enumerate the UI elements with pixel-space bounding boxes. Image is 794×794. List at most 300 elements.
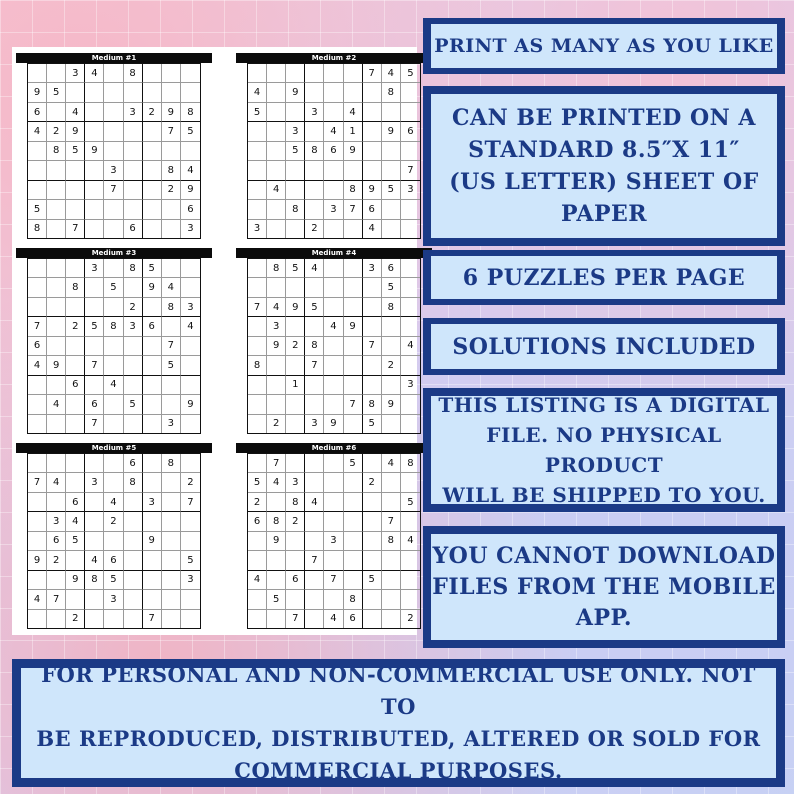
sudoku-cell: 7 [85, 415, 104, 433]
sudoku-cell [143, 220, 162, 238]
sudoku-cell [248, 200, 267, 219]
sudoku-cell: 7 [267, 454, 286, 473]
sudoku-cell [324, 376, 343, 395]
sudoku-cell [401, 278, 420, 297]
sudoku-cell [143, 454, 162, 473]
sudoku-cell: 7 [248, 298, 267, 317]
sudoku-cell [267, 376, 286, 395]
sudoku-cell [85, 181, 104, 200]
sudoku-cell [267, 551, 286, 570]
sudoku-cell: 2 [66, 610, 85, 628]
sudoku-cell [382, 493, 401, 512]
sudoku-cell [28, 454, 47, 473]
sudoku-cell [324, 454, 343, 473]
sudoku-cell: 3 [47, 512, 66, 531]
sudoku-cell [401, 395, 420, 414]
sudoku-cell [47, 376, 66, 395]
sudoku-cell [363, 161, 382, 180]
sudoku-cell [382, 376, 401, 395]
sudoku-cell [85, 454, 104, 473]
sudoku-cell [143, 298, 162, 317]
sudoku-cell: 6 [401, 122, 420, 141]
sudoku-cell [85, 337, 104, 356]
sudoku-cell: 4 [267, 181, 286, 200]
sudoku-cell [124, 512, 143, 531]
sudoku-cell: 5 [344, 454, 363, 473]
sudoku-cell [66, 551, 85, 570]
sudoku-cell [162, 317, 181, 336]
sudoku-cell: 7 [28, 473, 47, 492]
sudoku-cell [286, 220, 305, 238]
sudoku-cell: 8 [267, 512, 286, 531]
digital-file-line: FILE. NO PHYSICAL PRODUCT [486, 423, 722, 477]
sudoku-cell [248, 278, 267, 297]
sudoku-cell [162, 551, 181, 570]
sudoku-cell [181, 532, 200, 551]
sudoku-cell [66, 415, 85, 433]
sudoku-cell [324, 259, 343, 278]
sudoku-cell [162, 571, 181, 590]
sudoku-cell [47, 220, 66, 238]
mobile-app-line: FILES FROM THE MOBILE [432, 573, 776, 600]
sudoku-cell [286, 415, 305, 433]
sudoku-cell [248, 395, 267, 414]
sudoku-cell: 3 [305, 415, 324, 433]
sudoku-cell: 4 [66, 512, 85, 531]
sudoku-cell [248, 122, 267, 141]
license-line: BE REPRODUCED, DISTRIBUTED, ALTERED OR SOLD FOR [36, 726, 761, 751]
license-banner [12, 659, 785, 787]
sudoku-cell: 5 [382, 278, 401, 297]
sudoku-cell [267, 103, 286, 122]
sudoku-cell [401, 259, 420, 278]
sudoku-cell [344, 298, 363, 317]
sudoku-grid [27, 258, 201, 434]
sudoku-puzzle [16, 53, 212, 239]
sudoku-cell [344, 83, 363, 102]
sudoku-cell: 8 [85, 571, 104, 590]
sudoku-cell [181, 610, 200, 628]
sudoku-cell [28, 278, 47, 297]
sudoku-cell: 9 [28, 551, 47, 570]
sudoku-cell: 8 [28, 220, 47, 238]
sudoku-cell [286, 64, 305, 83]
sudoku-cell [124, 337, 143, 356]
sudoku-cell: 9 [162, 103, 181, 122]
sudoku-cell [363, 142, 382, 161]
puzzle-title: Medium #5 [16, 443, 212, 453]
sudoku-cell [47, 493, 66, 512]
sudoku-cell: 4 [28, 356, 47, 375]
sudoku-cell [363, 356, 382, 375]
sudoku-cell: 9 [66, 571, 85, 590]
sudoku-cell: 5 [66, 532, 85, 551]
puzzles-per-page-text: 6 PUZZLES PER PAGE [462, 264, 746, 291]
sudoku-cell [28, 142, 47, 161]
sudoku-cell: 4 [85, 64, 104, 83]
puzzle-page-preview [12, 47, 417, 635]
sudoku-cell [124, 610, 143, 628]
sudoku-cell: 8 [401, 454, 420, 473]
sudoku-cell: 2 [162, 181, 181, 200]
sudoku-cell: 4 [181, 161, 200, 180]
sudoku-cell: 9 [344, 142, 363, 161]
sudoku-cell [248, 259, 267, 278]
sudoku-cell: 2 [363, 473, 382, 492]
sudoku-cell [124, 571, 143, 590]
sudoku-cell [344, 532, 363, 551]
sudoku-cell: 8 [162, 454, 181, 473]
sudoku-cell: 5 [47, 83, 66, 102]
sudoku-cell: 2 [47, 122, 66, 141]
sudoku-cell: 4 [382, 454, 401, 473]
sudoku-cell: 5 [248, 473, 267, 492]
sudoku-cell: 4 [28, 122, 47, 141]
sudoku-cell [28, 571, 47, 590]
sudoku-cell: 6 [143, 317, 162, 336]
sudoku-cell [124, 376, 143, 395]
sudoku-cell [104, 122, 123, 141]
sudoku-cell [28, 259, 47, 278]
sudoku-cell: 4 [382, 64, 401, 83]
sudoku-cell [28, 161, 47, 180]
sudoku-cell: 7 [382, 512, 401, 531]
sudoku-cell: 9 [28, 83, 47, 102]
sudoku-cell: 9 [286, 83, 305, 102]
sudoku-cell [324, 103, 343, 122]
sudoku-cell [324, 298, 343, 317]
sudoku-cell [267, 142, 286, 161]
sudoku-cell: 7 [162, 122, 181, 141]
sudoku-cell [162, 83, 181, 102]
sudoku-cell [344, 571, 363, 590]
sudoku-cell [143, 337, 162, 356]
sudoku-cell [344, 337, 363, 356]
sudoku-cell: 2 [305, 220, 324, 238]
sudoku-cell [47, 337, 66, 356]
sudoku-cell [181, 337, 200, 356]
sudoku-cell: 5 [286, 259, 305, 278]
sudoku-cell [47, 610, 66, 628]
sudoku-cell: 3 [143, 493, 162, 512]
sudoku-cell: 6 [124, 220, 143, 238]
sudoku-cell: 5 [124, 395, 143, 414]
sudoku-cell: 8 [286, 200, 305, 219]
sudoku-puzzle [16, 248, 212, 434]
sudoku-cell [324, 220, 343, 238]
sudoku-cell: 4 [248, 83, 267, 102]
sudoku-cell [305, 122, 324, 141]
sudoku-cell [401, 512, 420, 531]
puzzles-per-page-banner [423, 250, 785, 305]
sudoku-cell: 6 [85, 395, 104, 414]
sudoku-cell [363, 454, 382, 473]
sudoku-cell: 8 [344, 590, 363, 609]
sudoku-cell [124, 590, 143, 609]
sudoku-cell [28, 395, 47, 414]
digital-file-line: WILL BE SHIPPED TO YOU. [442, 483, 766, 507]
sudoku-cell [66, 337, 85, 356]
sudoku-cell [143, 551, 162, 570]
sudoku-cell [248, 161, 267, 180]
sudoku-cell: 9 [344, 317, 363, 336]
sudoku-cell: 4 [324, 317, 343, 336]
sudoku-cell: 7 [162, 337, 181, 356]
sudoku-cell [267, 122, 286, 141]
sudoku-cell [28, 298, 47, 317]
sudoku-cell: 7 [363, 64, 382, 83]
sudoku-cell [401, 83, 420, 102]
sudoku-cell [104, 610, 123, 628]
sudoku-cell: 8 [382, 298, 401, 317]
sudoku-cell: 4 [104, 493, 123, 512]
sudoku-cell [363, 590, 382, 609]
sudoku-cell: 8 [47, 142, 66, 161]
sudoku-cell [124, 532, 143, 551]
sudoku-cell: 6 [28, 337, 47, 356]
sudoku-cell [181, 142, 200, 161]
sudoku-cell [143, 395, 162, 414]
sudoku-cell: 5 [66, 142, 85, 161]
sudoku-cell [85, 376, 104, 395]
sudoku-cell: 4 [85, 551, 104, 570]
sudoku-cell [47, 317, 66, 336]
sudoku-cell: 2 [267, 415, 286, 433]
sudoku-cell [344, 220, 363, 238]
sudoku-cell [267, 356, 286, 375]
sudoku-cell [344, 415, 363, 433]
sudoku-cell: 2 [143, 103, 162, 122]
sudoku-cell: 5 [305, 298, 324, 317]
mobile-app-line: YOU CANNOT DOWNLOAD [432, 542, 776, 569]
sudoku-cell: 8 [305, 337, 324, 356]
sudoku-cell: 8 [248, 356, 267, 375]
sudoku-cell [267, 610, 286, 628]
sudoku-cell: 7 [324, 571, 343, 590]
sudoku-cell: 5 [181, 551, 200, 570]
sudoku-cell [286, 103, 305, 122]
sudoku-cell [324, 473, 343, 492]
sudoku-cell: 9 [267, 532, 286, 551]
sudoku-cell [143, 473, 162, 492]
sudoku-cell [85, 610, 104, 628]
sudoku-cell [267, 200, 286, 219]
sudoku-cell [401, 142, 420, 161]
license-line: COMMERCIAL PURPOSES. [234, 758, 563, 783]
sudoku-cell [401, 298, 420, 317]
sudoku-cell [344, 161, 363, 180]
sudoku-cell: 6 [124, 454, 143, 473]
sudoku-cell [124, 122, 143, 141]
sudoku-cell: 4 [104, 376, 123, 395]
sudoku-cell: 5 [267, 590, 286, 609]
sudoku-cell [382, 317, 401, 336]
sudoku-puzzle [236, 53, 432, 239]
sudoku-cell [305, 610, 324, 628]
sudoku-cell [85, 161, 104, 180]
sudoku-cell [28, 512, 47, 531]
sudoku-cell: 3 [124, 317, 143, 336]
sudoku-cell: 9 [267, 337, 286, 356]
sudoku-cell: 4 [162, 278, 181, 297]
sudoku-cell: 6 [104, 551, 123, 570]
sudoku-cell [162, 200, 181, 219]
sudoku-cell: 6 [286, 571, 305, 590]
sudoku-cell [85, 122, 104, 141]
sudoku-cell: 7 [66, 220, 85, 238]
sudoku-cell: 8 [344, 181, 363, 200]
sudoku-cell [401, 103, 420, 122]
sudoku-cell [104, 83, 123, 102]
sudoku-cell [143, 200, 162, 219]
sudoku-cell: 5 [28, 200, 47, 219]
sudoku-cell [143, 181, 162, 200]
sudoku-cell [104, 395, 123, 414]
sudoku-cell: 9 [181, 395, 200, 414]
sudoku-cell [143, 590, 162, 609]
sudoku-cell: 3 [267, 317, 286, 336]
sudoku-cell: 3 [85, 473, 104, 492]
sudoku-cell: 3 [187, 223, 194, 235]
sudoku-cell: 9 [324, 415, 343, 433]
sudoku-cell [382, 103, 401, 122]
sudoku-cell [305, 532, 324, 551]
sudoku-cell: 4 [267, 473, 286, 492]
sudoku-cell: 7 [344, 200, 363, 219]
sudoku-cell: 6 [382, 259, 401, 278]
sudoku-cell: 2 [104, 512, 123, 531]
print-unlimited-banner [423, 18, 785, 74]
sudoku-cell: 9 [143, 532, 162, 551]
sudoku-cell [248, 317, 267, 336]
sudoku-cell [181, 512, 200, 531]
sudoku-cell [286, 356, 305, 375]
sudoku-cell [401, 317, 420, 336]
sudoku-cell [248, 337, 267, 356]
sudoku-cell: 8 [286, 493, 305, 512]
sudoku-cell: 6 [28, 103, 47, 122]
sudoku-cell: 3 [248, 220, 267, 238]
sudoku-cell [162, 493, 181, 512]
sudoku-cell: 6 [66, 376, 85, 395]
sudoku-cell [181, 278, 200, 297]
sudoku-cell: 9 [181, 181, 200, 200]
puzzle-title: Medium #4 [236, 248, 432, 258]
sudoku-cell [85, 590, 104, 609]
sudoku-cell [382, 142, 401, 161]
paper-size-line: CAN BE PRINTED ON A [452, 105, 756, 131]
sudoku-cell [143, 142, 162, 161]
sudoku-cell [305, 454, 324, 473]
sudoku-cell [344, 259, 363, 278]
sudoku-cell [324, 395, 343, 414]
sudoku-cell [401, 551, 420, 570]
sudoku-cell: 4 [181, 317, 200, 336]
sudoku-cell: 8 [181, 103, 200, 122]
sudoku-cell [363, 278, 382, 297]
sudoku-cell: 4 [401, 532, 420, 551]
sudoku-cell [248, 181, 267, 200]
sudoku-cell [324, 181, 343, 200]
sudoku-cell [382, 220, 401, 238]
sudoku-cell [305, 473, 324, 492]
sudoku-cell [305, 278, 324, 297]
sudoku-cell [401, 356, 420, 375]
sudoku-cell [181, 590, 200, 609]
sudoku-cell [104, 103, 123, 122]
sudoku-cell [363, 103, 382, 122]
sudoku-cell: 7 [85, 356, 104, 375]
sudoku-cell [28, 376, 47, 395]
sudoku-cell [267, 278, 286, 297]
sudoku-cell: 2 [66, 317, 85, 336]
sudoku-cell: 3 [124, 103, 143, 122]
sudoku-cell [286, 317, 305, 336]
sudoku-cell [382, 551, 401, 570]
sudoku-cell: 5 [104, 571, 123, 590]
sudoku-cell: 8 [382, 83, 401, 102]
sudoku-cell: 7 [28, 317, 47, 336]
sudoku-cell [104, 454, 123, 473]
sudoku-cell: 7 [363, 337, 382, 356]
sudoku-cell: 4 [344, 103, 363, 122]
sudoku-cell: 8 [267, 259, 286, 278]
sudoku-cell: 4 [47, 395, 66, 414]
sudoku-cell: 9 [47, 356, 66, 375]
sudoku-cell [124, 200, 143, 219]
sudoku-cell [47, 571, 66, 590]
sudoku-cell [363, 551, 382, 570]
sudoku-cell: 5 [248, 103, 267, 122]
sudoku-cell: 9 [286, 298, 305, 317]
paper-size-line: STANDARD 8.5″X 11″ [468, 137, 740, 163]
sudoku-cell [85, 83, 104, 102]
sudoku-cell [104, 298, 123, 317]
sudoku-cell [124, 181, 143, 200]
sudoku-cell: 6 [66, 493, 85, 512]
sudoku-cell [324, 337, 343, 356]
sudoku-cell [344, 551, 363, 570]
sudoku-cell [143, 571, 162, 590]
sudoku-cell: 5 [286, 142, 305, 161]
sudoku-cell: 2 [47, 551, 66, 570]
sudoku-cell [162, 610, 181, 628]
sudoku-cell [66, 395, 85, 414]
sudoku-cell [305, 83, 324, 102]
sudoku-cell: 7 [104, 181, 123, 200]
sudoku-cell [124, 551, 143, 570]
sudoku-cell [267, 220, 286, 238]
sudoku-cell [286, 278, 305, 297]
sudoku-cell [344, 512, 363, 531]
sudoku-cell [47, 259, 66, 278]
sudoku-cell [28, 181, 47, 200]
sudoku-cell: 4 [305, 493, 324, 512]
sudoku-cell [363, 376, 382, 395]
sudoku-cell [47, 415, 66, 433]
sudoku-cell: 3 [286, 473, 305, 492]
sudoku-cell: 8 [382, 532, 401, 551]
sudoku-cell [47, 64, 66, 83]
sudoku-cell [104, 415, 123, 433]
sudoku-cell [324, 278, 343, 297]
sudoku-grid [247, 63, 421, 239]
sudoku-cell [248, 376, 267, 395]
sudoku-cell [305, 161, 324, 180]
sudoku-cell [248, 454, 267, 473]
sudoku-cell [286, 551, 305, 570]
sudoku-cell [324, 83, 343, 102]
